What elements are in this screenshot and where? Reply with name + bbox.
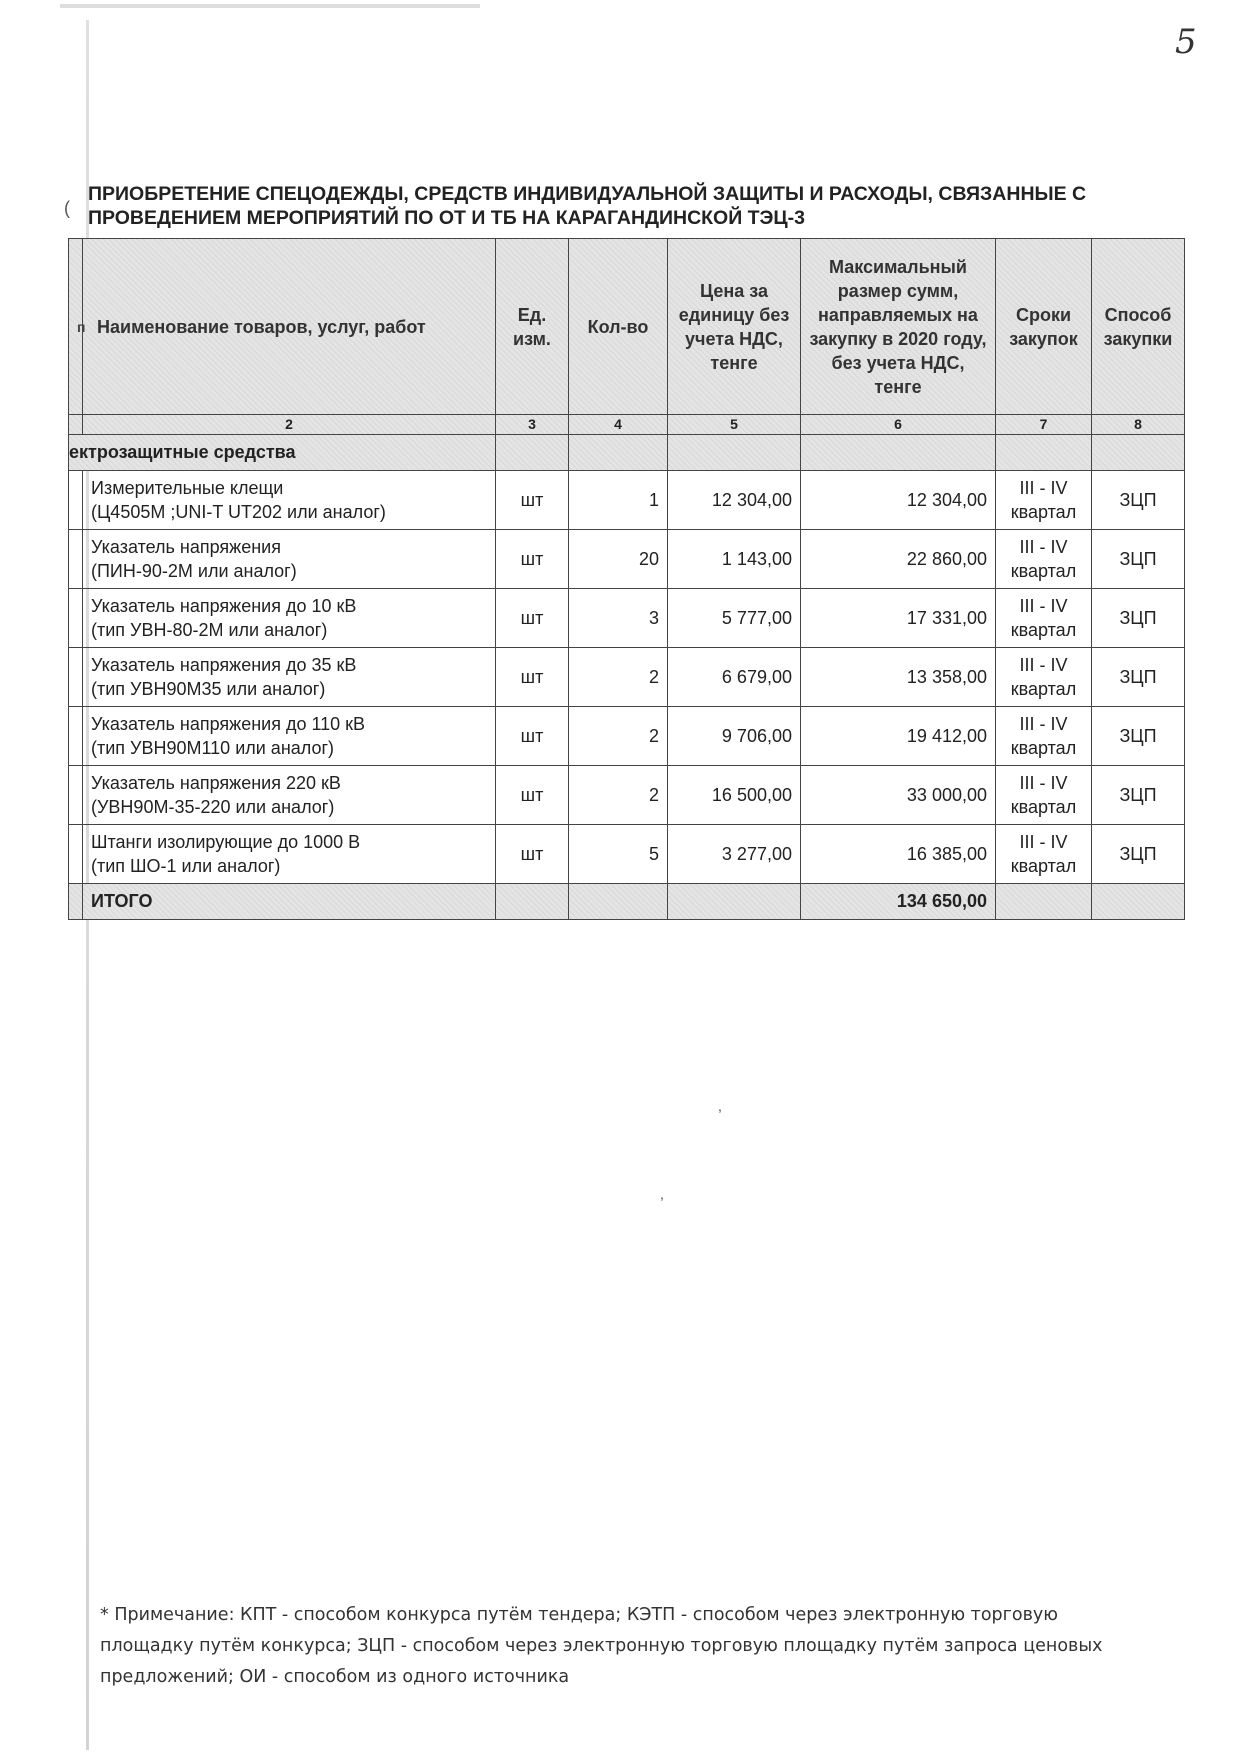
item-price: 16 500,00: [668, 766, 801, 825]
footnote: * Примечание: КПТ - способом конкурса путём тендера; КЭТП - способом через электронную торговую площадку путём конкурса; ЗЦП - способом через электронную торговую площадку путём запроса ценовых предложений; ОИ - способом из одного источника: [100, 1605, 1103, 1687]
item-qty: 1: [569, 471, 668, 530]
item-name: Измерительные клещи (Ц4505М ;UNI-T UT202 или аналог): [83, 471, 496, 530]
table-row: [69, 530, 1185, 589]
item-unit: шт: [496, 471, 569, 530]
column-number: 8: [1092, 415, 1185, 435]
item-name: Указатель напряжения 220 кВ (УВН90М-35-220 или аналог): [83, 766, 496, 825]
item-qty: 2: [569, 707, 668, 766]
item-period: III - IV квартал: [996, 589, 1092, 648]
item-method: ЗЦП: [1092, 766, 1185, 825]
item-qty: 20: [569, 530, 668, 589]
item-name: Штанги изолирующие до 1000 В (тип ШО-1 или аналог): [83, 825, 496, 884]
item-unit: шт: [496, 766, 569, 825]
item-period: III - IV квартал: [996, 707, 1092, 766]
item-price: 3 277,00: [668, 825, 801, 884]
item-sum: 16 385,00: [801, 825, 996, 884]
item-period: III - IV квартал: [996, 471, 1092, 530]
item-method: ЗЦП: [1092, 825, 1185, 884]
item-method: ЗЦП: [1092, 589, 1185, 648]
column-numbers-row: [69, 415, 1185, 435]
item-qty: 2: [569, 648, 668, 707]
table-row: [69, 766, 1185, 825]
item-period: III - IV квартал: [996, 648, 1092, 707]
header-period: Сроки закупок: [996, 239, 1092, 415]
header-left-stub: п: [69, 239, 83, 415]
item-unit: шт: [496, 589, 569, 648]
section-title: ектрозащитные средства: [69, 435, 496, 471]
item-period: III - IV квартал: [996, 825, 1092, 884]
item-qty: 5: [569, 825, 668, 884]
item-price: 9 706,00: [668, 707, 801, 766]
item-unit: шт: [496, 825, 569, 884]
scan-speck: ,: [660, 1186, 664, 1202]
table-row: [69, 707, 1185, 766]
total-sum: 134 650,00: [801, 884, 996, 920]
table-row: [69, 825, 1185, 884]
item-sum: 22 860,00: [801, 530, 996, 589]
item-method: ЗЦП: [1092, 530, 1185, 589]
item-sum: 17 331,00: [801, 589, 996, 648]
item-method: ЗЦП: [1092, 648, 1185, 707]
item-sum: 33 000,00: [801, 766, 996, 825]
column-number: 4: [569, 415, 668, 435]
item-unit: шт: [496, 530, 569, 589]
item-name: Указатель напряжения до 110 кВ (тип УВН90М110 или аналог): [83, 707, 496, 766]
table-row: [69, 589, 1185, 648]
table-row: [69, 648, 1185, 707]
item-price: 12 304,00: [668, 471, 801, 530]
total-row: [69, 884, 1185, 920]
item-qty: 2: [569, 766, 668, 825]
document-title: ПРИОБРЕТЕНИЕ СПЕЦОДЕЖДЫ, СРЕДСТВ ИНДИВИДУАЛЬНОЙ ЗАЩИТЫ И РАСХОДЫ, СВЯЗАННЫЕ С ПРОВЕДЕНИЕМ МЕРОПРИЯТИЙ ПО ОТ И ТБ НА КАРАГАНДИНСКОЙ ТЭЦ-3: [88, 183, 1087, 229]
item-period: III - IV квартал: [996, 766, 1092, 825]
item-method: ЗЦП: [1092, 707, 1185, 766]
header-price: Цена за единицу без учета НДС, тенге: [668, 239, 801, 415]
item-name: Указатель напряжения (ПИН-90-2М или аналог): [83, 530, 496, 589]
column-number: 5: [668, 415, 801, 435]
item-sum: 13 358,00: [801, 648, 996, 707]
table-header-row: [69, 239, 1185, 415]
table-row: [69, 471, 1185, 530]
item-method: ЗЦП: [1092, 471, 1185, 530]
procurement-table: [68, 238, 1185, 920]
item-price: 5 777,00: [668, 589, 801, 648]
scan-speck: ,: [718, 1098, 722, 1114]
item-sum: 19 412,00: [801, 707, 996, 766]
column-number: 2: [83, 415, 496, 435]
column-number: 6: [801, 415, 996, 435]
title-margin-mark: (: [64, 198, 70, 218]
total-label: ИТОГО: [83, 884, 496, 920]
item-qty: 3: [569, 589, 668, 648]
header-method: Способ закупки: [1092, 239, 1185, 415]
page-number: 5: [1175, 22, 1197, 62]
header-name: Наименование товаров, услуг, работ: [83, 239, 496, 415]
item-unit: шт: [496, 707, 569, 766]
item-price: 1 143,00: [668, 530, 801, 589]
column-number: 7: [996, 415, 1092, 435]
column-number: 3: [496, 415, 569, 435]
item-period: III - IV квартал: [996, 530, 1092, 589]
header-qty: Кол-во: [569, 239, 668, 415]
section-row: [69, 435, 1185, 471]
item-sum: 12 304,00: [801, 471, 996, 530]
item-name: Указатель напряжения до 10 кВ (тип УВН-80-2М или аналог): [83, 589, 496, 648]
item-name: Указатель напряжения до 35 кВ (тип УВН90М35 или аналог): [83, 648, 496, 707]
item-price: 6 679,00: [668, 648, 801, 707]
header-max-sum: Максимальный размер сумм, направляемых на закупку в 2020 году, без учета НДС, тенге: [801, 239, 996, 415]
scan-top-edge: [60, 4, 480, 8]
header-unit: Ед. изм.: [496, 239, 569, 415]
item-unit: шт: [496, 648, 569, 707]
